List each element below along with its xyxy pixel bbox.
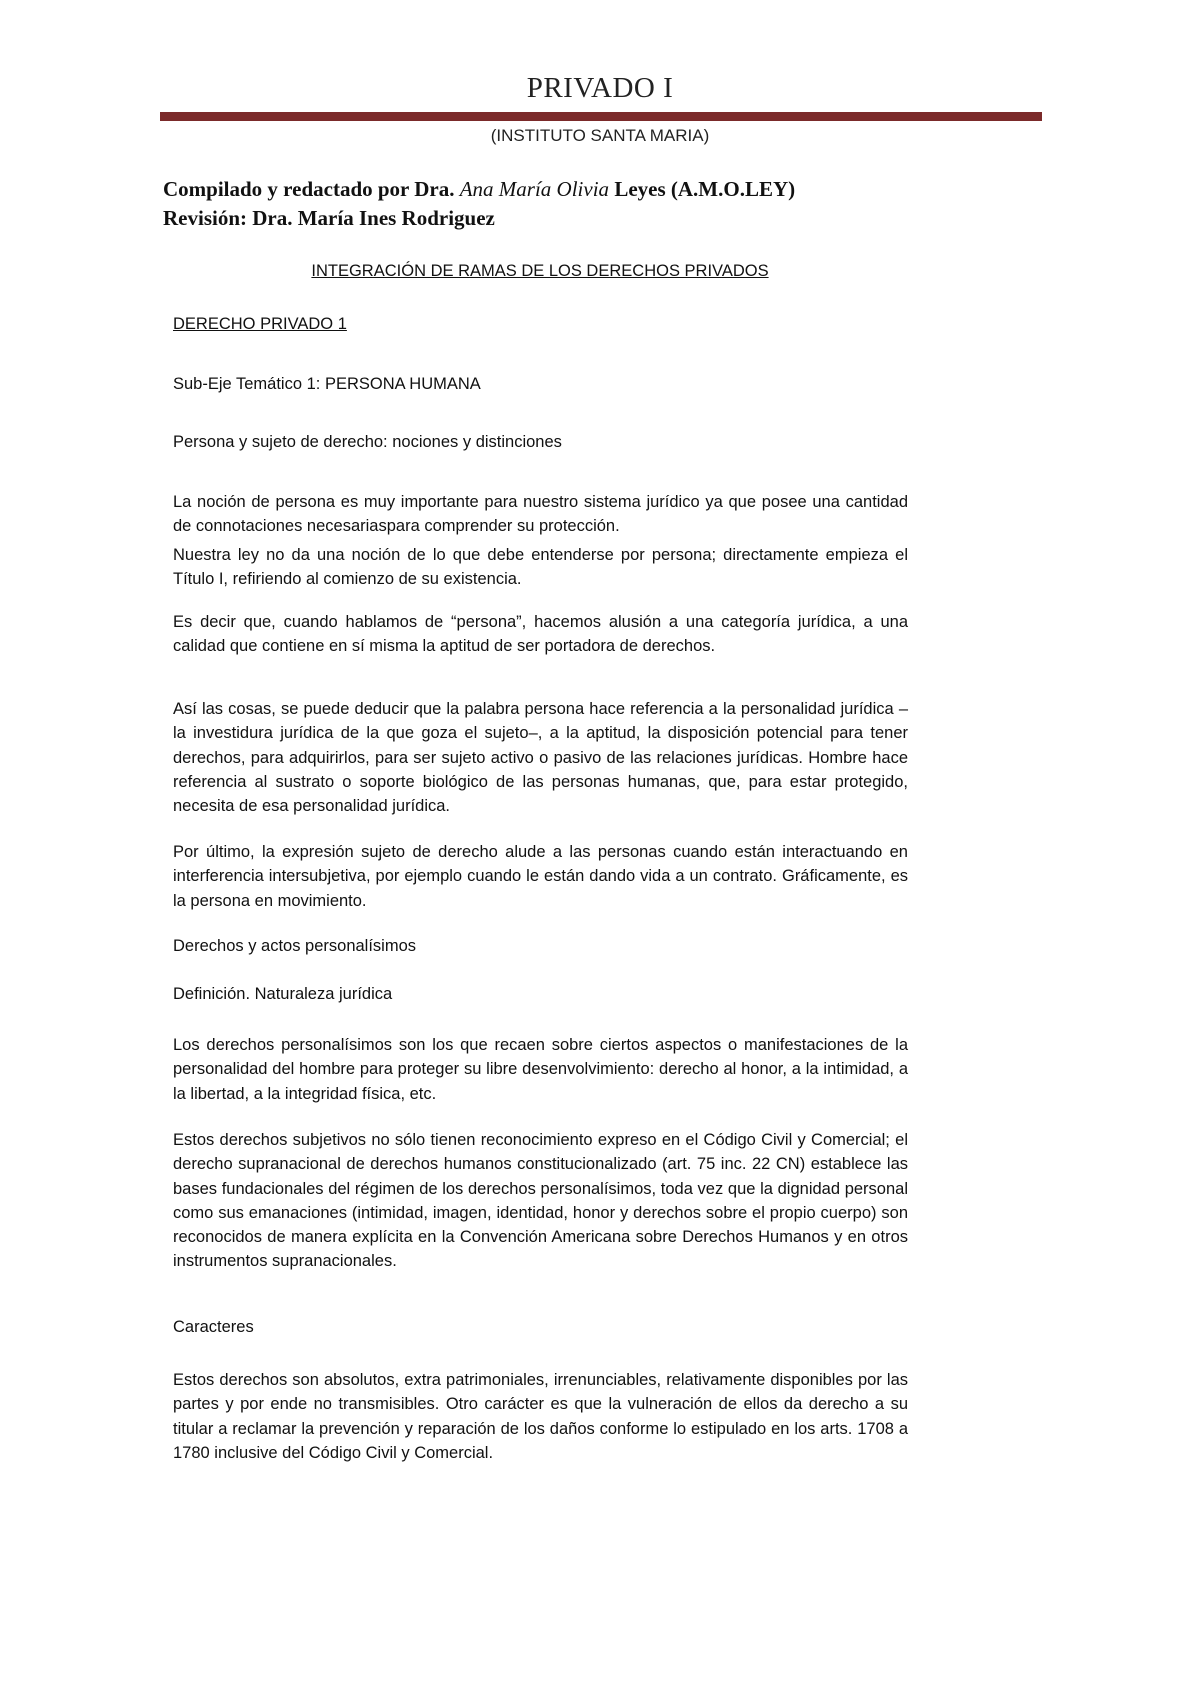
document-title: PRIVADO I — [526, 72, 674, 104]
definicion-heading: Definición. Naturaleza jurídica — [173, 985, 393, 1003]
paragraph-1: La noción de persona es muy importante para nuestro sistema jurídico ya que posee una cantidad de connotaciones necesariaspara comprender su protección. — [173, 493, 908, 536]
institute-subtitle: (INSTITUTO SANTA MARIA) — [490, 126, 710, 145]
persona-heading: Persona y sujeto de derecho: nociones y distinciones — [173, 433, 562, 451]
paragraph-5: Por último, la expresión sujeto de derecho alude a las personas cuando están interactuando en interferencia intersubjetiva, por ejemplo cuando le están dando vida a un contrato. Gráficamente, es la persona en movimiento. — [173, 843, 908, 910]
compiled-by-name: Ana María Olivia — [459, 177, 610, 201]
paragraph-8: Estos derechos son absolutos, extra patrimoniales, irrenunciables, relativamente disponibles por las partes y por ende no transmisibles. Otro carácter es que la vulneración de ellos da derecho a su titular a reclamar la prevención y reparación de los daños conforme lo estipulado en los arts. 1708 a 1780 inclusive del Código Civil y Comercial. — [173, 1371, 908, 1462]
subaxis-heading: Sub-Eje Temático 1: PERSONA HUMANA — [173, 375, 481, 393]
paragraph-4: Así las cosas, se puede deducir que la palabra persona hace referencia a la personalidad jurídica –la investidura jurídica de la que goza el sujeto–, a la aptitud, la disposición potencial para tener derechos, para adquirirlos, para ser sujeto activo o pasivo de las relaciones jurídicas. Hombre hace referencia al sustrato o soporte biológico de las personas humanas, que, para estar protegido, necesita de esa personalidad jurídica. — [173, 700, 908, 816]
paragraph-6: Los derechos personalísimos son los que recaen sobre ciertos aspectos o manifestaciones de la personalidad del hombre para proteger su libre desenvolvimiento: derecho al honor, a la intimidad, a la libertad, a la integridad física, etc. — [173, 1036, 908, 1103]
section-title: INTEGRACIÓN DE RAMAS DE LOS DERECHOS PRIVADOS — [311, 262, 769, 280]
paragraph-7: Estos derechos subjetivos no sólo tienen reconocimiento expreso en el Código Civil y Comercial; el derecho supranacional de derechos humanos constitucionalizado (art. 75 inc. 22 CN) establece las bases fundacionales del régimen de los derechos personalísimos, toda vez que la dignidad personal como sus emanaciones (intimidad, imagen, identidad, honor y derechos sobre el propio cuerpo) son reconocidos de manera explícita en la Convención Americana sobre Derechos Humanos y en otros instrumentos supranacionales. — [173, 1131, 908, 1271]
paragraph-2: Nuestra ley no da una noción de lo que debe entenderse por persona; directamente empieza el Título I, refiriendo al comienzo de su existencia. — [173, 546, 908, 589]
derechos-heading: Derechos y actos personalísimos — [173, 937, 417, 955]
compiled-by-prefix: Compilado y redactado por Dra. — [163, 177, 460, 201]
credits-block — [163, 175, 795, 233]
revision-line: Revisión: Dra. María Ines Rodriguez — [163, 206, 495, 230]
paragraph-3: Es decir que, cuando hablamos de “persona”, hacemos alusión a una categoría jurídica, a una calidad que contiene en sí misma la aptitud de ser portadora de derechos. — [173, 613, 908, 656]
caracteres-heading: Caracteres — [173, 1318, 254, 1336]
title-divider — [160, 112, 1042, 121]
compiled-by-suffix: Leyes (A.M.O.LEY) — [609, 177, 796, 201]
compiled-by-line — [163, 175, 795, 204]
subject-heading: DERECHO PRIVADO 1 — [173, 315, 347, 333]
